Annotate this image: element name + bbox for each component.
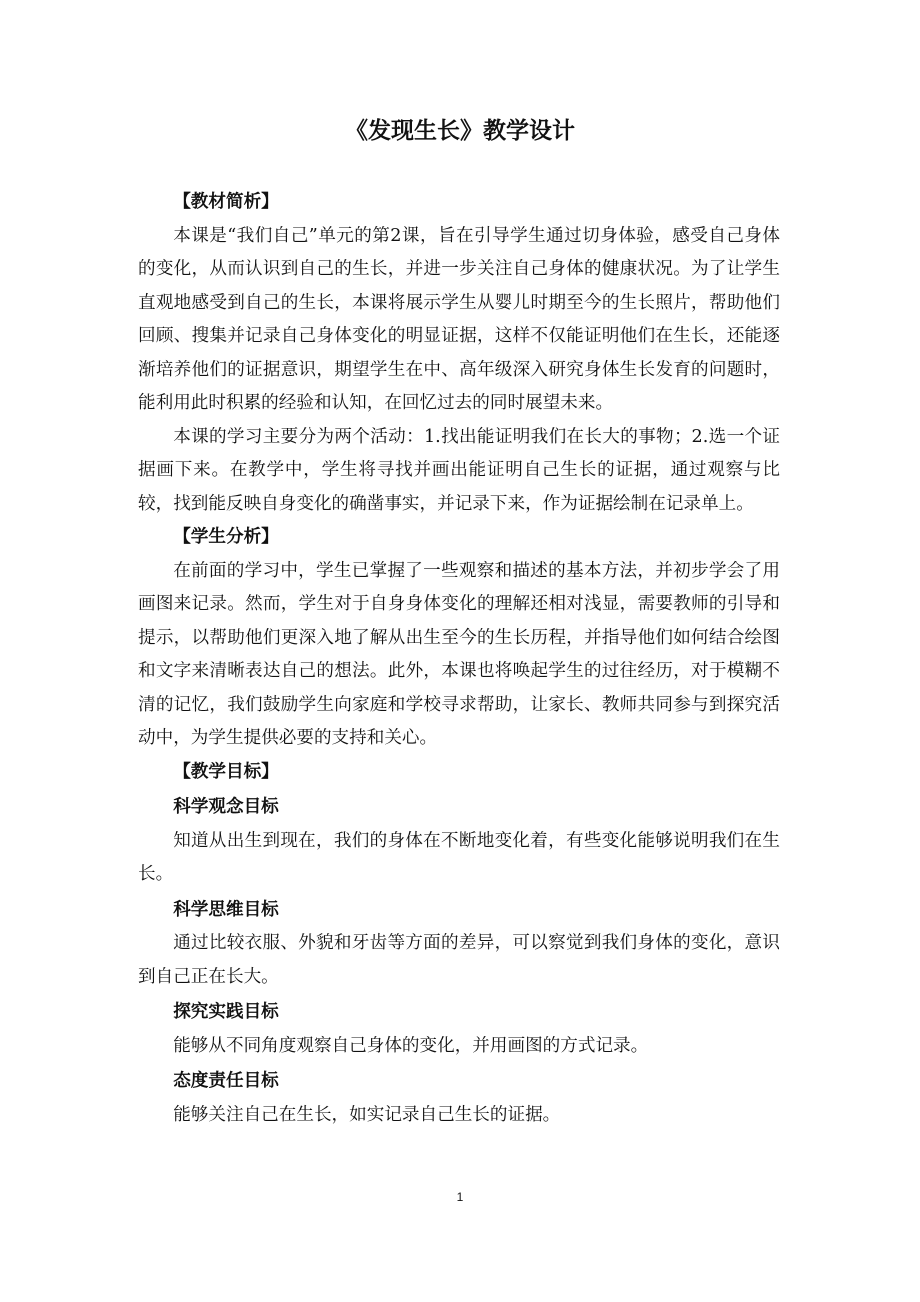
goal-text-thinking: 通过比较衣服、外貌和牙齿等方面的差异，可以察觉到我们身体的变化，意识到自己正在长大。 (138, 933, 780, 987)
goal-subheading-concept: 科学观念目标 (173, 797, 279, 817)
section-heading-materials: 【教材简析】 (173, 192, 279, 212)
materials-paragraph-1: 本课是“我们自己”单元的第2课，旨在引导学生通过切身体验，感受自己身体的变化，从而认识到自己的生长，并进一步关注自己身体的健康状况。为了让学生直观地感受到自己的生长，本课将展示学生从婴儿时期至今的生长照片，帮助他们回顾、搜集并记录自己身体变化的明显证据，这样不仅能证明他们在生长，还能逐渐培养他们的证据意识，期望学生在中、高年级深入研究身体生长发育的问题时，能利用此时积累的经验和认知，在回忆过去的同时展望未来。 (138, 225, 780, 413)
page-number: 1 (456, 1190, 464, 1204)
document-body (138, 186, 780, 1132)
goal-text-concept: 知道从出生到现在，我们的身体在不断地变化着，有些变化能够说明我们在生长。 (138, 830, 780, 884)
goal-subheading-practice: 探究实践目标 (173, 1002, 279, 1022)
goal-subheading-thinking: 科学思维目标 (173, 899, 279, 920)
goal-text-practice: 能够从不同角度观察自己身体的变化，并用画图的方式记录。 (173, 1035, 649, 1056)
section-heading-goals: 【教学目标】 (173, 761, 279, 782)
section-heading-students: 【学生分析】 (173, 527, 279, 547)
students-paragraph: 在前面的学习中，学生已掌握了一些观察和描述的基本方法，并初步学会了用画图来记录。然而，学生对于自身身体变化的理解还相对浅显，需要教师的引导和提示，以帮助他们更深入地了解从出生至今的生长历程，并指导他们如何结合绘图和文字来清晰表达自己的想法。此外，本课也将唤起学生的过往经历，对于模糊不清的记忆，我们鼓励学生向家庭和学校寻求帮助，让家长、教师共同参与到探究活动中，为学生提供必要的支持和关心。 (138, 560, 780, 748)
goal-text-attitude: 能够关注自己在生长，如实记录自己生长的证据。 (173, 1104, 561, 1125)
materials-paragraph-2: 本课的学习主要分为两个活动：1.找出能证明我们在长大的事物；2.选一个证据画下来。在教学中，学生将寻找并画出能证明自己生长的证据，通过观察与比较，找到能反映自身变化的确凿事实，并记录下来，作为证据绘制在记录单上。 (138, 426, 780, 514)
goal-subheading-attitude: 态度责任目标 (173, 1071, 279, 1091)
document-title: 《发现生长》教学设计 (345, 118, 575, 144)
